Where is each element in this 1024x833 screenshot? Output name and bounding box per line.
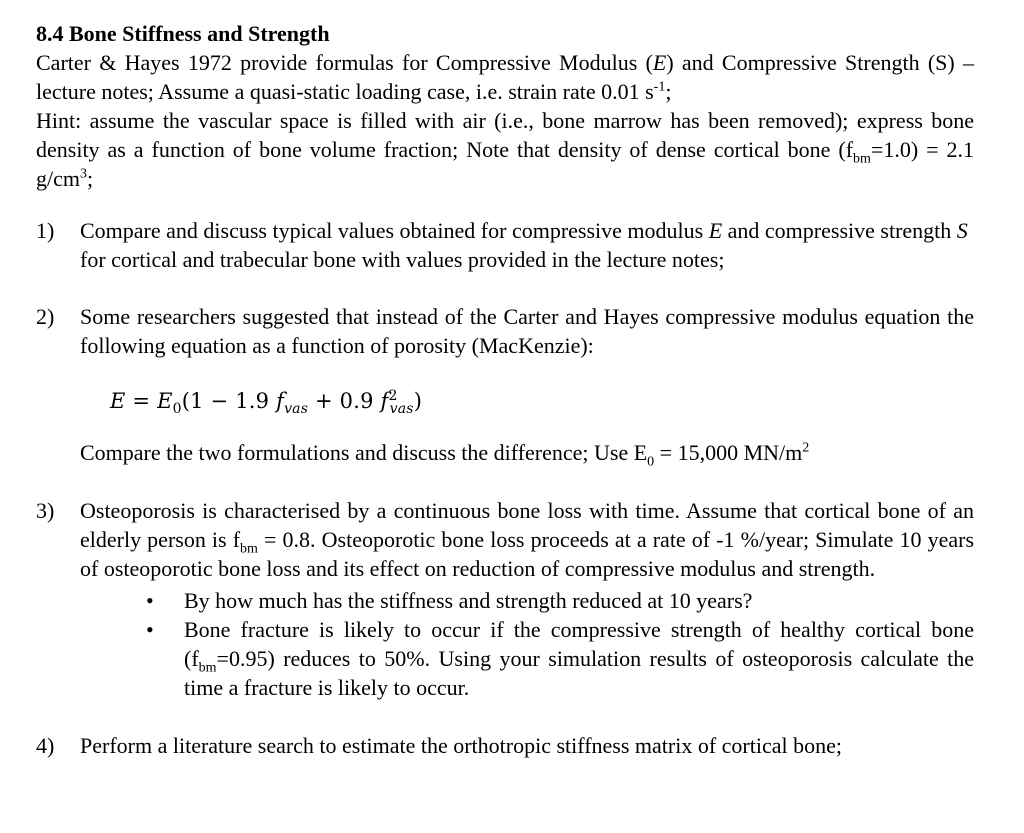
mackenzie-formula: $E = E_0(1 - 1.9$ $f_{vas} + 0.9$ $f^2_{vas}$) (110, 388, 423, 418)
section-intro (36, 19, 974, 193)
question-4 (36, 731, 974, 760)
list-item: • Bone fracture is likely to occur if the compressive strength of healthy cortical bone $(f_{bm}=0.95)$ reduces to 50%. Using your simulation results of osteoporosis calculate the time a fracture is likely to occur. (146, 617, 974, 700)
question-3 (36, 496, 974, 702)
question-2 (36, 302, 974, 470)
question-text: Osteoporosis is characterised by a continuous bone loss with time. Assume that cortical bone of an elderly person is $f_{bm} = 0.8$. Osteoporotic bone loss proceeds at a rate of -1 %/year; Simulate 10 years of osteoporotic bone loss and its effect on reduction of compressive modulus and strength. (80, 498, 975, 581)
hint-paragraph: Hint: assume the vascular space is filled with air (i.e., bone marrow has been removed); express bone density as a function of bone volume fraction; Note that density of dense cortical bone $(f_{bm}=1.0) = 2.1$ $g/cm^3$; (36, 108, 974, 191)
question-number: 2) (36, 304, 55, 329)
question-number: 3) (36, 498, 55, 523)
question-text: Some researchers suggested that instead of the Carter and Hayes compressive modulus equation the following equation as a function of porosity (MacKenzie): (80, 304, 974, 358)
bullet-icon: • (146, 588, 154, 613)
list-item: • By how much has the stiffness and strength reduced at 10 years? (146, 588, 753, 613)
document-page (36, 19, 974, 787)
question-text: Compare and discuss typical values obtained for compressive modulus E and compressive strength S for cortical and trabecular bone with values provided in the lecture notes; (80, 218, 968, 272)
section-title: 8.4 Bone Stiffness and Strength (36, 21, 330, 46)
question-number: 4) (36, 733, 55, 758)
question-text: Perform a literature search to estimate the orthotropic stiffness matrix of cortical bone; (80, 733, 842, 758)
intro-paragraph: Carter & Hayes 1972 provide formulas for Compressive Modulus (E) and Compressive Strength (S) – lecture notes; Assume a quasi-static loading case, i.e. strain rate 0.01 $s^{-1}$; (36, 50, 974, 104)
question-1 (36, 216, 974, 274)
question-number: 1) (36, 218, 55, 243)
bullet-icon: • (146, 617, 154, 642)
bullet-list (80, 586, 974, 702)
compare-instruction: Compare the two formulations and discuss the difference; Use $E_0 = 15,000$ $MN/m^2$ (80, 440, 810, 470)
